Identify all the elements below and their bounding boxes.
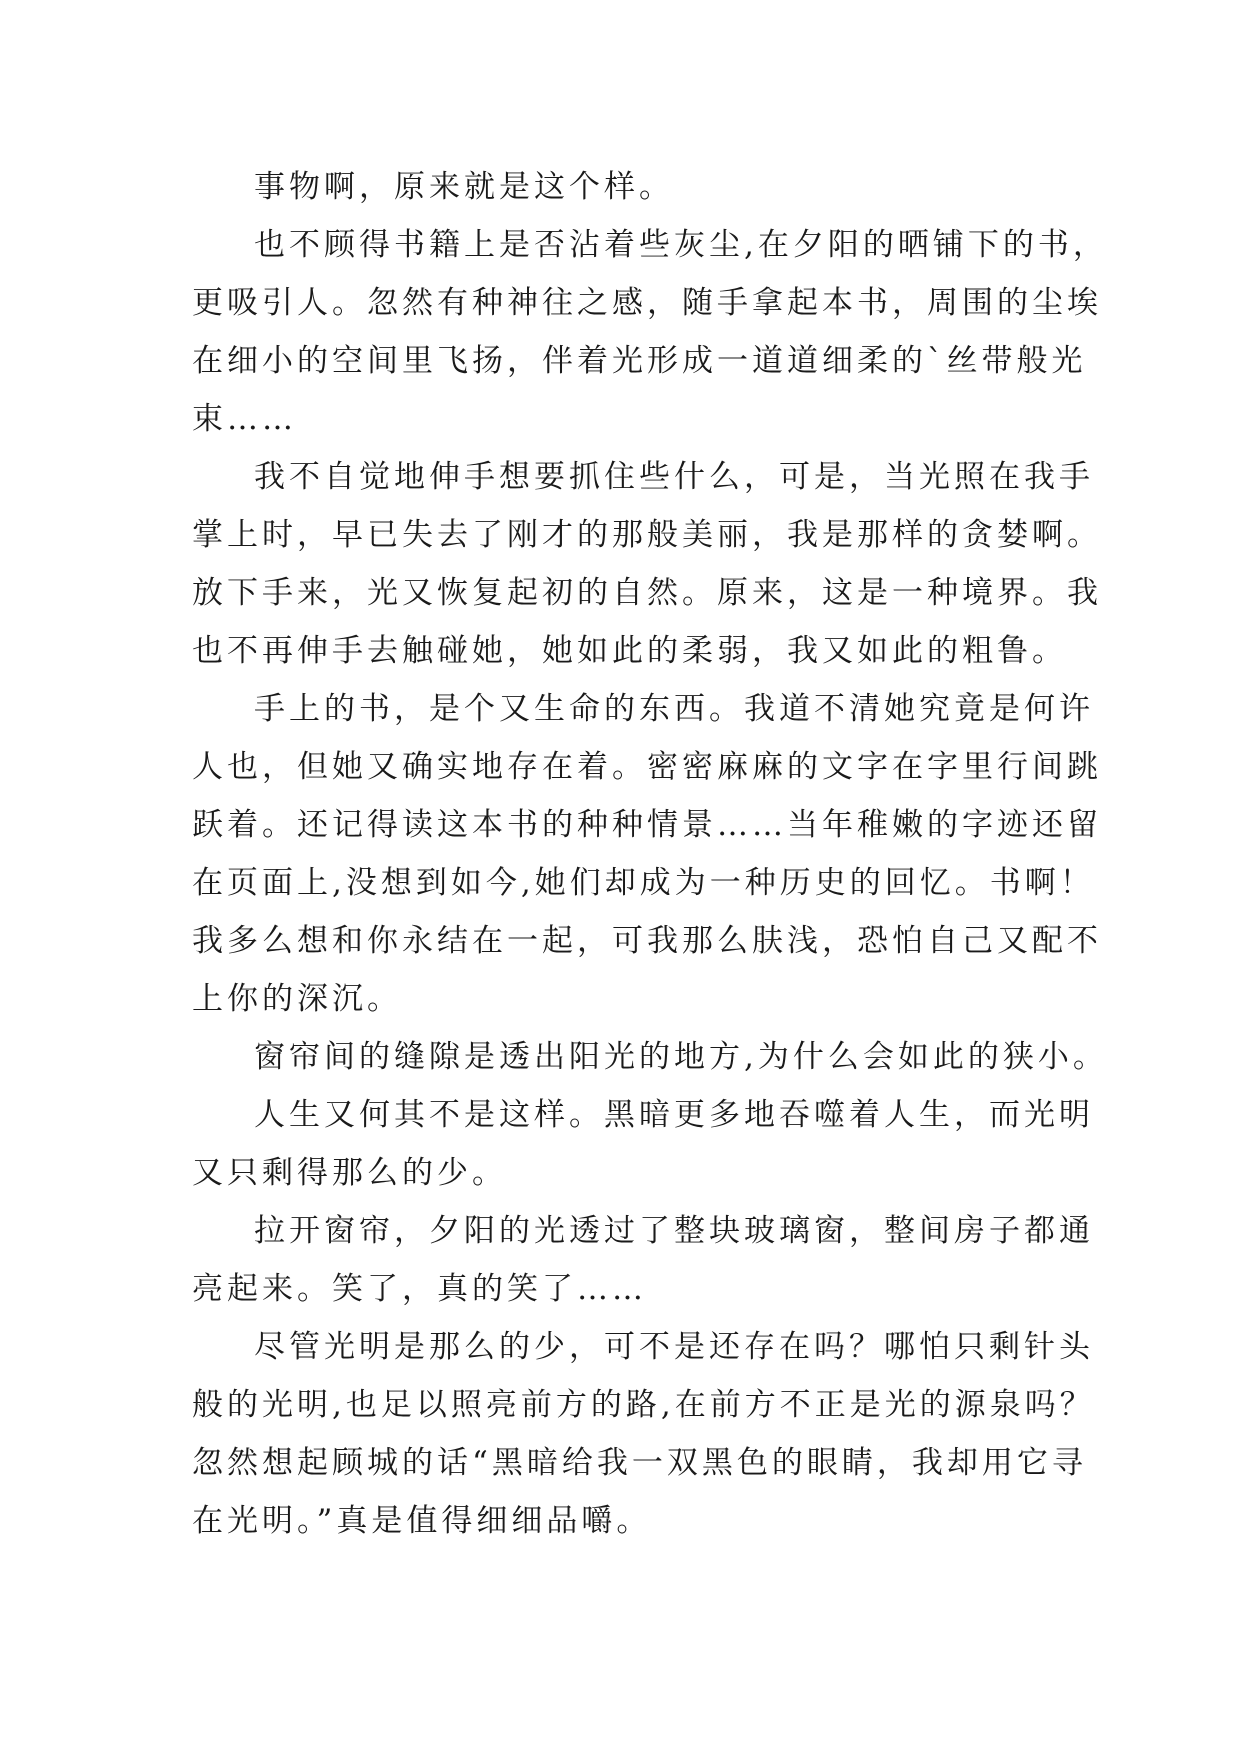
- text-line: 又只剩得那么的少。: [192, 1155, 507, 1191]
- text-line: 我不自觉地伸手想要抓住些什么，可是，当光照在我手: [254, 459, 1094, 495]
- text-line: 上你的深沉。: [192, 981, 402, 1017]
- text-line: 也不再伸手去触碰她，她如此的柔弱，我又如此的粗鲁。: [192, 633, 1067, 669]
- text-line: 人也，但她又确实地存在着。密密麻麻的文字在字里行间跳: [192, 749, 1102, 785]
- text-line: 也不顾得书籍上是否沾着些灰尘,在夕阳的晒铺下的书，: [254, 227, 1108, 263]
- text-line: 亮起来。笑了，真的笑了……: [192, 1271, 647, 1307]
- text-line: 在页面上,没想到如今,她们却成为一种历史的回忆。书啊！: [192, 865, 1095, 901]
- text-line: 我多么想和你永结在一起，可我那么肤浅，恐怕自己又配不: [192, 923, 1102, 959]
- text-line: 在细小的空间里飞扬，伴着光形成一道道细柔的`丝带般光: [192, 343, 1087, 379]
- text-line: 在光明。”真是值得细细品嚼。: [192, 1503, 652, 1539]
- text-line: 忽然想起顾城的话“黑暗给我一双黑色的眼睛，我却用它寻: [192, 1445, 1087, 1481]
- text-line: 尽管光明是那么的少，可不是还存在吗？哪怕只剩针头: [254, 1329, 1094, 1365]
- document-body: [192, 158, 1108, 1550]
- text-line: 拉开窗帘，夕阳的光透过了整块玻璃窗，整间房子都通: [254, 1213, 1094, 1249]
- text-line: 般的光明,也足以照亮前方的路,在前方不正是光的源泉吗？: [192, 1387, 1095, 1423]
- text-line: 放下手来，光又恢复起初的自然。原来，这是一种境界。我: [192, 575, 1102, 611]
- text-line: 手上的书，是个又生命的东西。我道不清她究竟是何许: [254, 691, 1094, 727]
- text-line: 束……: [192, 401, 297, 437]
- text-line: 人生又何其不是这样。黑暗更多地吞噬着人生，而光明: [254, 1097, 1094, 1133]
- text-line: 掌上时，早已失去了刚才的那般美丽，我是那样的贪婪啊。: [192, 517, 1102, 553]
- text-line: 跃着。还记得读这本书的种种情景……当年稚嫩的字迹还留: [192, 807, 1102, 843]
- text-line: 事物啊，原来就是这个样。: [254, 169, 674, 205]
- text-line: 更吸引人。忽然有种神往之感，随手拿起本书，周围的尘埃: [192, 285, 1102, 321]
- text-line: 窗帘间的缝隙是透出阳光的地方,为什么会如此的狭小。: [254, 1039, 1108, 1075]
